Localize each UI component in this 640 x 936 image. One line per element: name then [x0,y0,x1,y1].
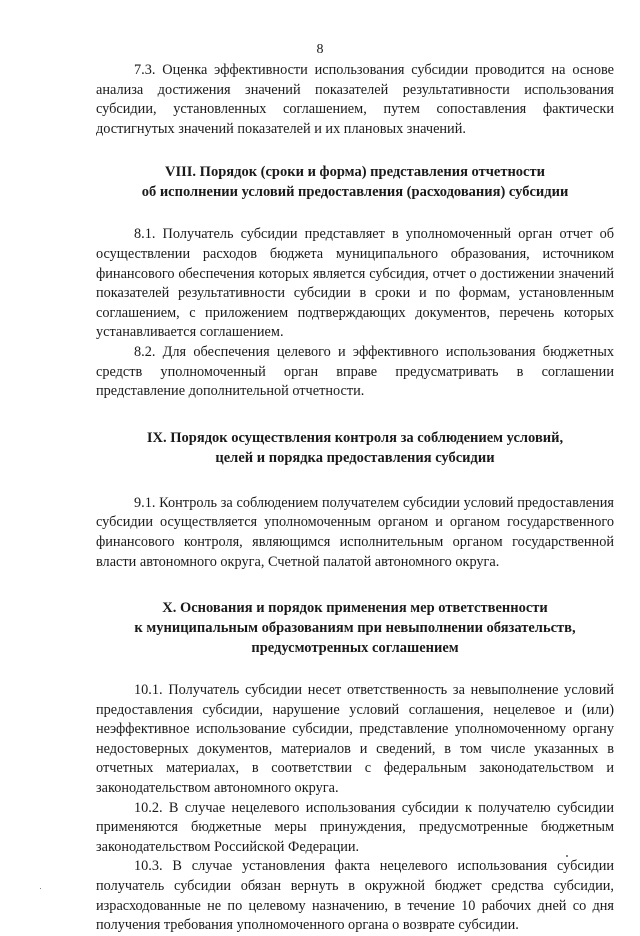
paragraph-10-1: 10.1. Получатель субсидии несет ответственность за невыполнение условий предоставления субсидии, нарушение условий соглашения, нецелевое и (или) неэффективное использование субсидии, представление уполномоченному органу недостоверных документов, материалов и сведений, в том числе указанных в отчетных материалах, в соответствии с федеральным законодательством и законодательством автономного округа. [96,682,614,797]
section-heading-9 [96,428,614,468]
section-heading-9-line2: целей и порядка предоставления субсидии [215,449,495,466]
section-heading-10-line2: к муниципальным образованиям при невыполнении обязательств, [134,620,576,637]
section-heading-10-line3: предусмотренных соглашением [251,640,459,657]
section-heading-8-line2: об исполнении условий предоставления (расходования) субсидии [141,184,569,201]
section-heading-8 [96,162,614,202]
paragraph-9-1: 9.1. Контроль за соблюдением получателем субсидии условий предоставления субсидии осуществляется уполномоченным органом и органом государственного финансового контроля, являющимся исполнительным органом государственной власти автономного округа, Счетной палатой автономного округа. [96,494,614,570]
document-body [96,61,614,936]
section-heading-9-line1: IX. Порядок осуществления контроля за соблюдением условий, [146,429,564,446]
section-heading-8-line1: VIII. Порядок (сроки и форма) представления отчетности [165,164,545,181]
section-heading-10 [96,598,614,658]
scan-speck [566,855,568,857]
page-number: 8 [316,42,324,57]
paragraph-10-2: 10.2. В случае нецелевого использования субсидии к получателю субсидии применяются бюджетные меры принуждения, предусмотренные бюджетным законодательством Российской Федерации. [96,799,614,855]
scan-speck [40,888,41,889]
paragraph-8-1: 8.1. Получатель субсидии представляет в уполномоченный орган отчет об осуществлении расходов бюджета муниципального образования, источником финансового обеспечения которых является субсидия, отчет о достижении значений показателей результативности субсидии в сроки и по формам, установленным соглашением, с приложением подтверждающих документов, перечень которых устанавливается соглашением. [96,226,614,341]
paragraph-8-2: 8.2. Для обеспечения целевого и эффективного использования бюджетных средств уполномоченный орган вправе предусматривать в соглашении представление дополнительной отчетности. [96,343,614,400]
paragraph-10-3: 10.3. В случае установления факта нецелевого использования субсидии получатель субсидии обязан вернуть в окружной бюджет средства субсидии, израсходованные не по целевому назначению, в течение 10 рабочих дней со дня получения требования уполномоченного органа о возврате субсидии. [96,858,614,934]
section-heading-10-line1: X. Основания и порядок применения мер ответственности [162,600,548,617]
paragraph-7-3: 7.3. Оценка эффективности использования субсидии проводится на основе анализа достижения значений показателей результативности использования субсидии, установленных соглашением, путем сопоставления фактически достигнутых значений показателей и их плановых значений. [96,62,614,137]
